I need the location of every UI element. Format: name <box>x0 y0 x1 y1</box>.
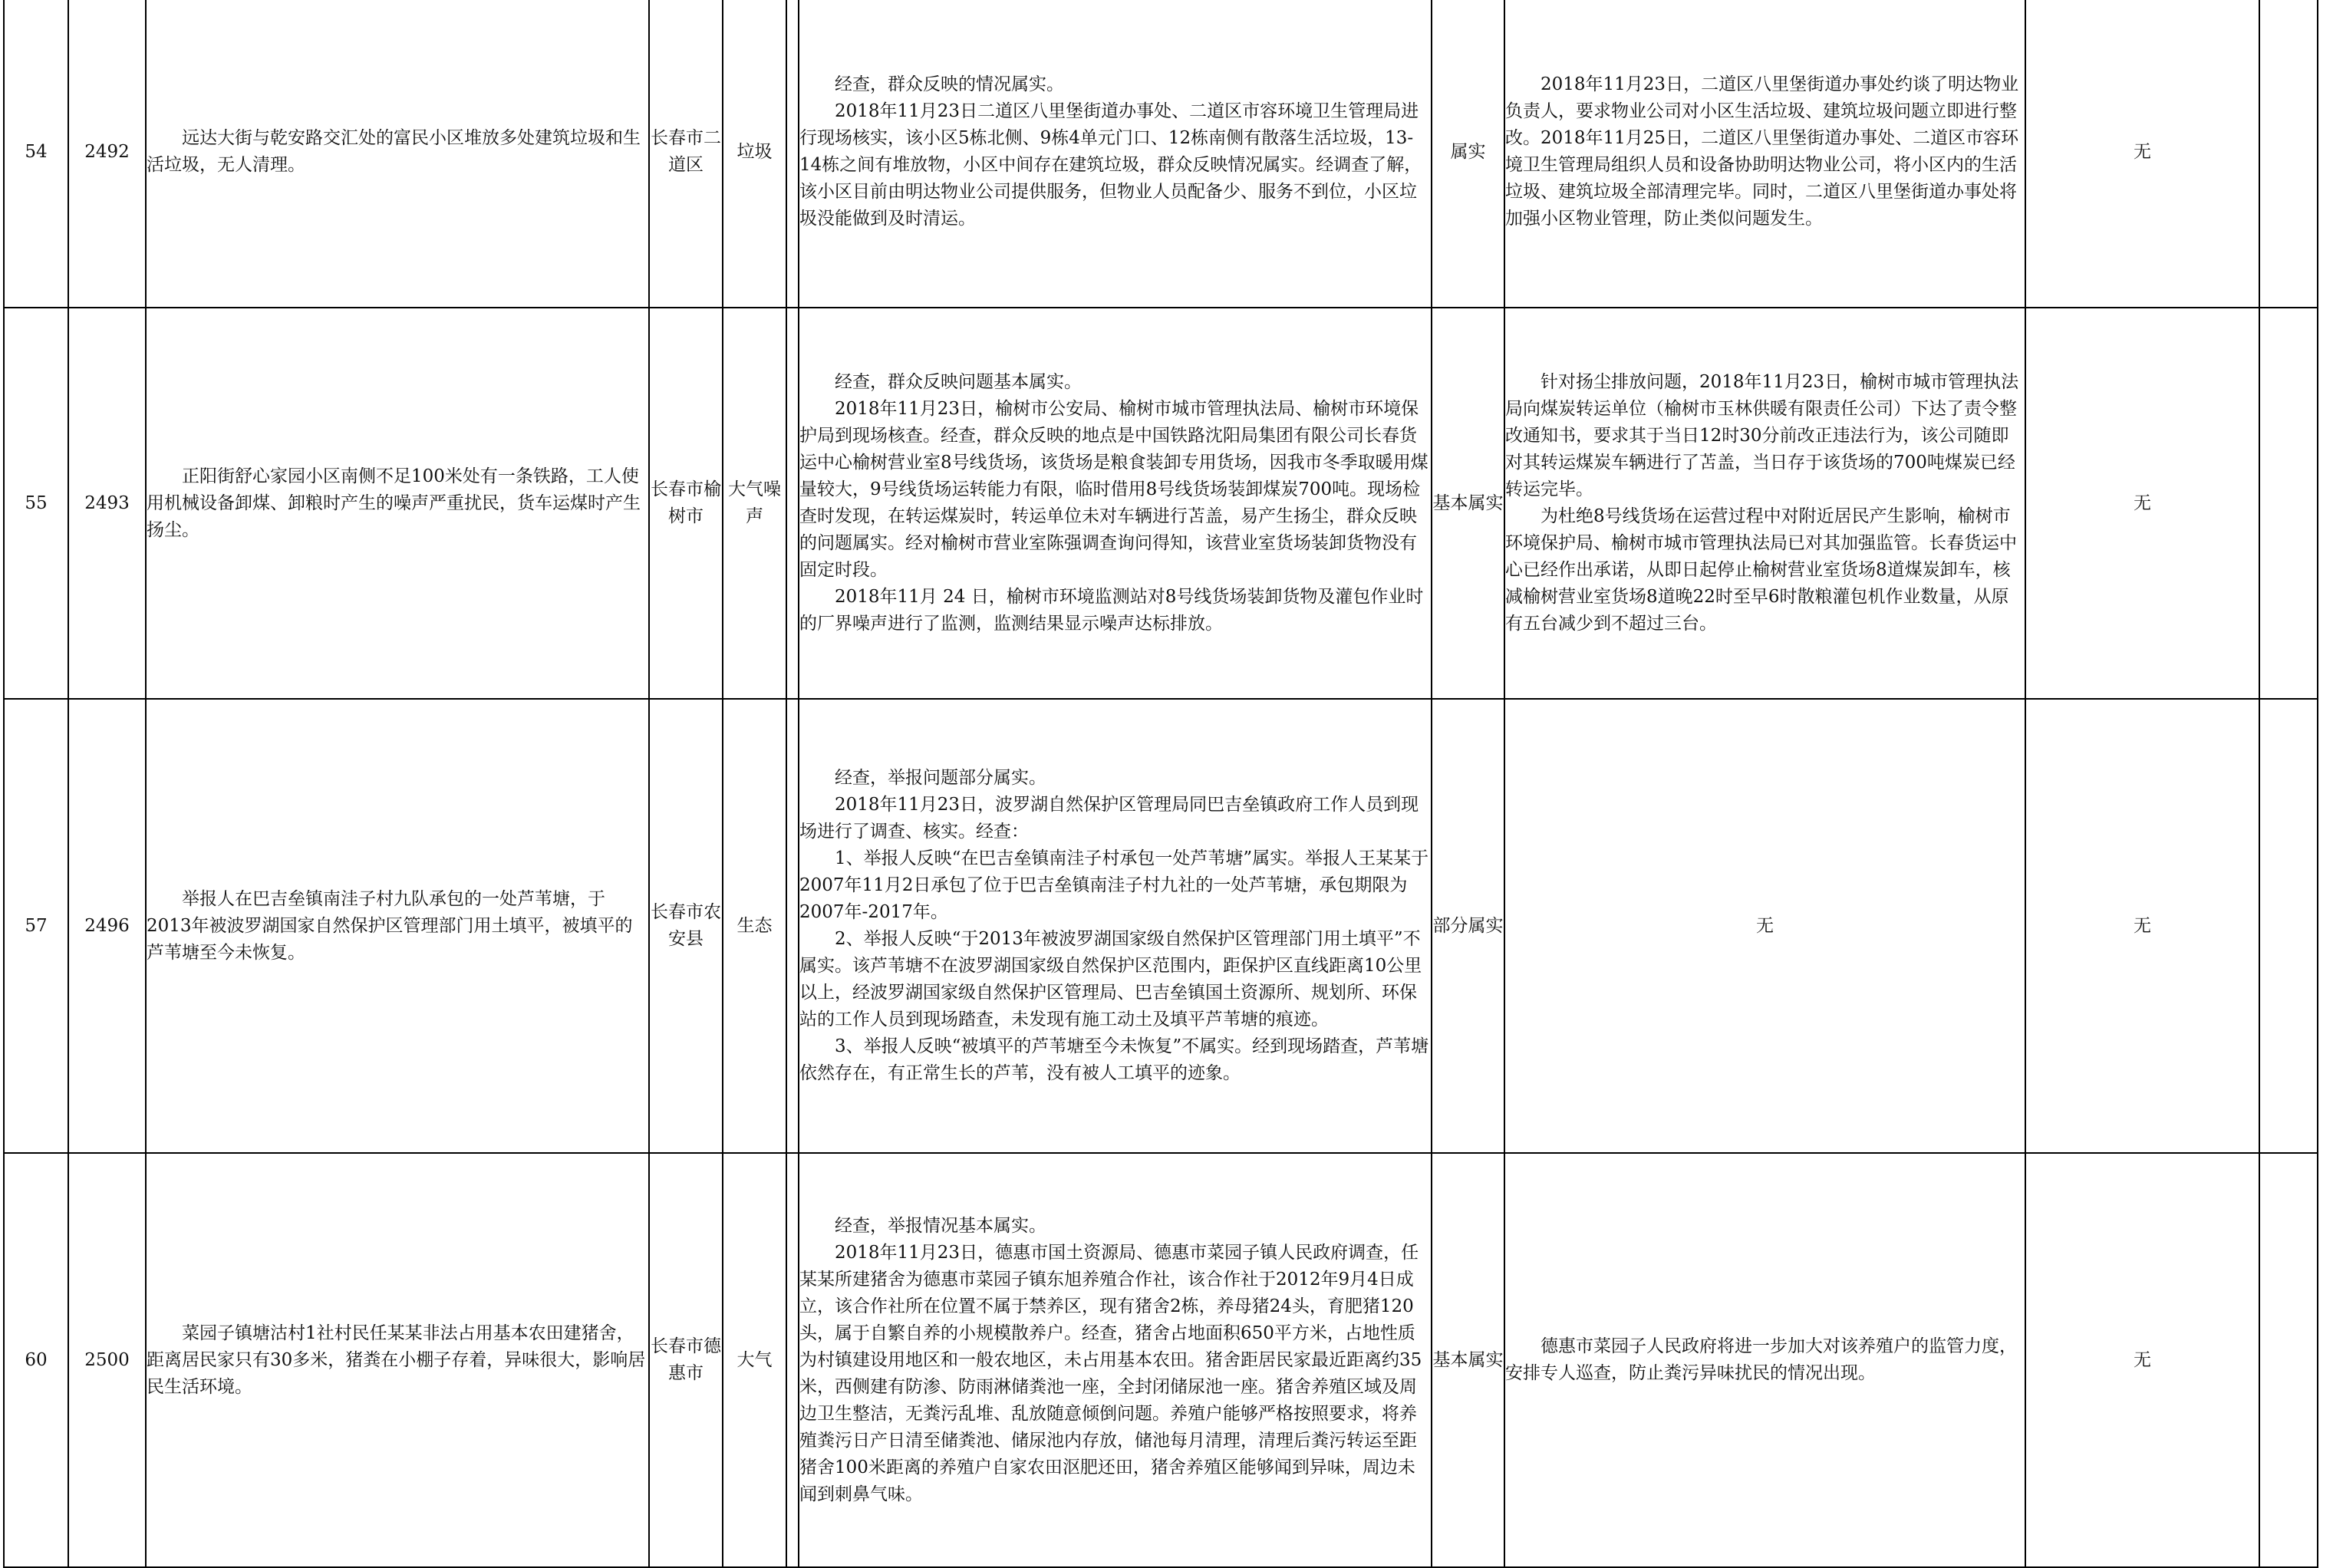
verdict: 属实 <box>1432 0 1504 308</box>
case-number: 2496 <box>68 699 146 1153</box>
paragraph: 经查，举报问题部分属实。 <box>835 768 1046 788</box>
paragraph: 经查，群众反映问题基本属实。 <box>835 372 1082 392</box>
region: 长春市德惠市 <box>649 1153 723 1567</box>
complaint-text: 正阳街舒心家园小区南侧不足100米处有一条铁路，工人使用机械设备卸煤、卸粮时产生的噪声严重扰民，货车运煤时产生扬尘。 <box>146 308 649 699</box>
row-index: 57 <box>4 699 68 1153</box>
verdict: 基本属实 <box>1432 308 1504 699</box>
paragraph: 为杜绝8号线货场在运营过程中对附近居民产生影响，榆树市环境保护局、榆树市城市管理执法局已对其加强监管。长春货运中心已经作出承诺，从即日起停止榆树营业室货场8道煤炭卸车，核减榆树营业室货场8道晚22时至早6时散粮灌包机作业数量，从原有五台减少到不超过三台。 <box>1505 506 2017 634</box>
pollution-type: 大气噪声 <box>723 308 786 699</box>
paragraph: 2018年11月23日，二道区八里堡街道办事处约谈了明达物业负责人，要求物业公司对小区生活垃圾、建筑垃圾问题立即进行整改。2018年11月25日，二道区八里堡街道办事处、二道区市容环境卫生管理局组织人员和设备协助明达物业公司，将小区内的生活垃圾、建筑垃圾全部清理完毕。同时，二道区八里堡街道办事处将加强小区物业管理，防止类似问题发生。 <box>1505 74 2019 229</box>
paragraph: 2、举报人反映“于2013年被波罗湖国家级自然保护区管理部门用土填平”不属实。该芦苇塘不在波罗湖国家级自然保护区范围内，距保护区直线距离10公里以上，经波罗湖国家级自然保护区管理局、巴吉垒镇国土资源所、规划所、环保站的工作人员到现场踏查，未发现有施工动土及填平芦苇塘的痕迹。 <box>799 929 1422 1029</box>
paragraph: 3、举报人反映“被填平的芦苇塘至今未恢复”不属实。经到现场踏查，芦苇塘依然存在，有正常生长的芦苇，没有被人工填平的迹象。 <box>799 1036 1429 1083</box>
pollution-type: 生态 <box>723 699 786 1153</box>
region: 长春市农安县 <box>649 699 723 1153</box>
paragraph: 1、举报人反映“在巴吉垒镇南洼子村承包一处芦苇塘”属实。举报人王某某于2007年11月2日承包了位于巴吉垒镇南洼子村九社的一处芦苇塘，承包期限为2007年-2017年。 <box>799 848 1429 922</box>
paragraph: 2018年11月23日，榆树市公安局、榆树市城市管理执法局、榆树市环境保护局到现场核查。经查，群众反映的地点是中国铁路沈阳局集团有限公司长春货运中心榆树营业室8号线货场，该货场是粮食装卸专用货场，因我市冬季取暖用煤量较大，9号线货场运转能力有限，临时借用8号线货场装卸煤炭700吨。现场检查时发现，在转运煤炭时，转运单位未对车辆进行苫盖，易产生扬尘，群众反映的问题属实。经对榆树市营业室陈强调查询问得知，该营业室货场装卸货物没有固定时段。 <box>799 399 1428 580</box>
investigation-text <box>799 0 1432 308</box>
region: 长春市榆树市 <box>649 308 723 699</box>
pollution-type: 垃圾 <box>723 0 786 308</box>
paragraph: 针对扬尘排放问题，2018年11月23日，榆树市城市管理执法局向煤炭转运单位（榆树市玉林供暖有限责任公司）下达了责令整改通知书，要求其于当日12时30分前改正违法行为，该公司随即对其转运煤炭车辆进行了苫盖，当日存于该货场的700吨煤炭已经转运完毕。 <box>1505 372 2019 499</box>
region: 长春市二道区 <box>649 0 723 308</box>
rectification-text <box>1504 699 2025 1153</box>
paragraph: 经查，举报情况基本属实。 <box>835 1215 1046 1236</box>
investigation-text <box>799 1153 1432 1567</box>
paragraph: 2018年11月23日，波罗湖自然保护区管理局同巴吉垒镇政府工作人员到现场进行了调查、核实。经查： <box>799 795 1419 842</box>
empty-cell <box>2259 0 2318 308</box>
paragraph: 2018年11月23日二道区八里堡街道办事处、二道区市容环境卫生管理局进行现场核实，该小区5栋北侧、9栋4单元门口、12栋南侧有散落生活垃圾，13-14栋之间有堆放物，小区中间存在建筑垃圾，群众反映情况属实。经调查了解，该小区目前由明达物业公司提供服务，但物业人员配备少、服务不到位，小区垃圾没能做到及时清运。 <box>799 101 1422 229</box>
accountability: 无 <box>2025 699 2259 1153</box>
accountability: 无 <box>2025 0 2259 308</box>
empty-cell <box>2259 699 2318 1153</box>
pollution-type: 大气 <box>723 1153 786 1567</box>
complaint-text: 举报人在巴吉垒镇南洼子村九队承包的一处芦苇塘，于2013年被波罗湖国家自然保护区管理部门用土填平，被填平的芦苇塘至今未恢复。 <box>146 699 649 1153</box>
row-index: 60 <box>4 1153 68 1567</box>
verdict: 部分属实 <box>1432 699 1504 1153</box>
spacer-cell <box>786 699 799 1153</box>
spacer-cell <box>786 1153 799 1567</box>
spacer-cell <box>786 0 799 308</box>
case-number: 2492 <box>68 0 146 308</box>
paragraph: 无 <box>1756 915 1774 936</box>
investigation-text <box>799 699 1432 1153</box>
table-row <box>4 699 2318 1153</box>
rectification-text <box>1504 1153 2025 1567</box>
table-row <box>4 308 2318 699</box>
accountability: 无 <box>2025 1153 2259 1567</box>
table-row <box>4 1153 2318 1567</box>
paragraph: 2018年11月 24 日，榆树市环境监测站对8号线货场装卸货物及灌包作业时的厂界噪声进行了监测，监测结果显示噪声达标排放。 <box>799 587 1424 634</box>
investigation-text <box>799 308 1432 699</box>
accountability: 无 <box>2025 308 2259 699</box>
case-number: 2500 <box>68 1153 146 1567</box>
spacer-cell <box>786 308 799 699</box>
empty-cell <box>2259 1153 2318 1567</box>
paragraph: 经查，群众反映的情况属实。 <box>835 74 1064 94</box>
row-index: 54 <box>4 0 68 308</box>
paragraph: 德惠市菜园子人民政府将进一步加大对该养殖户的监管力度，安排专人巡查，防止粪污异味扰民的情况出现。 <box>1505 1336 2017 1383</box>
rectification-text <box>1504 0 2025 308</box>
rectification-text <box>1504 308 2025 699</box>
paragraph: 2018年11月23日，德惠市国土资源局、德惠市菜园子镇人民政府调查，任某某所建猪舍为德惠市菜园子镇东旭养殖合作社，该合作社于2012年9月4日成立，该合作社所在位置不属于禁养区，现有猪舍2栋，养母猪24头，育肥猪120头，属于自繁自养的小规模散养户。经查，猪舍占地面积650平方米，占地性质为村镇建设用地区和一般农地区，未占用基本农田。猪舍距居民家最近距离约35米，西侧建有防渗、防雨淋储粪池一座，全封闭储尿池一座。猪舍养殖区域及周边卫生整洁，无粪污乱堆、乱放随意倾倒问题。养殖户能够严格按照要求，将养殖粪污日产日清至储粪池、储尿池内存放，储池每月清理，清理后粪污转运至距猪舍100米距离的养殖户自家农田沤肥还田，猪舍养殖区能够闻到异味，周边未闻到刺鼻气味。 <box>799 1242 1422 1504</box>
case-table <box>3 0 2318 1568</box>
row-index: 55 <box>4 308 68 699</box>
table-row <box>4 0 2318 308</box>
verdict: 基本属实 <box>1432 1153 1504 1567</box>
complaint-text: 菜园子镇塘沽村1社村民任某某非法占用基本农田建猪舍，距离居民家只有30多米，猪粪在小棚子存着，异味很大，影响居民生活环境。 <box>146 1153 649 1567</box>
complaint-text: 远达大街与乾安路交汇处的富民小区堆放多处建筑垃圾和生活垃圾，无人清理。 <box>146 0 649 308</box>
empty-cell <box>2259 308 2318 699</box>
case-number: 2493 <box>68 308 146 699</box>
